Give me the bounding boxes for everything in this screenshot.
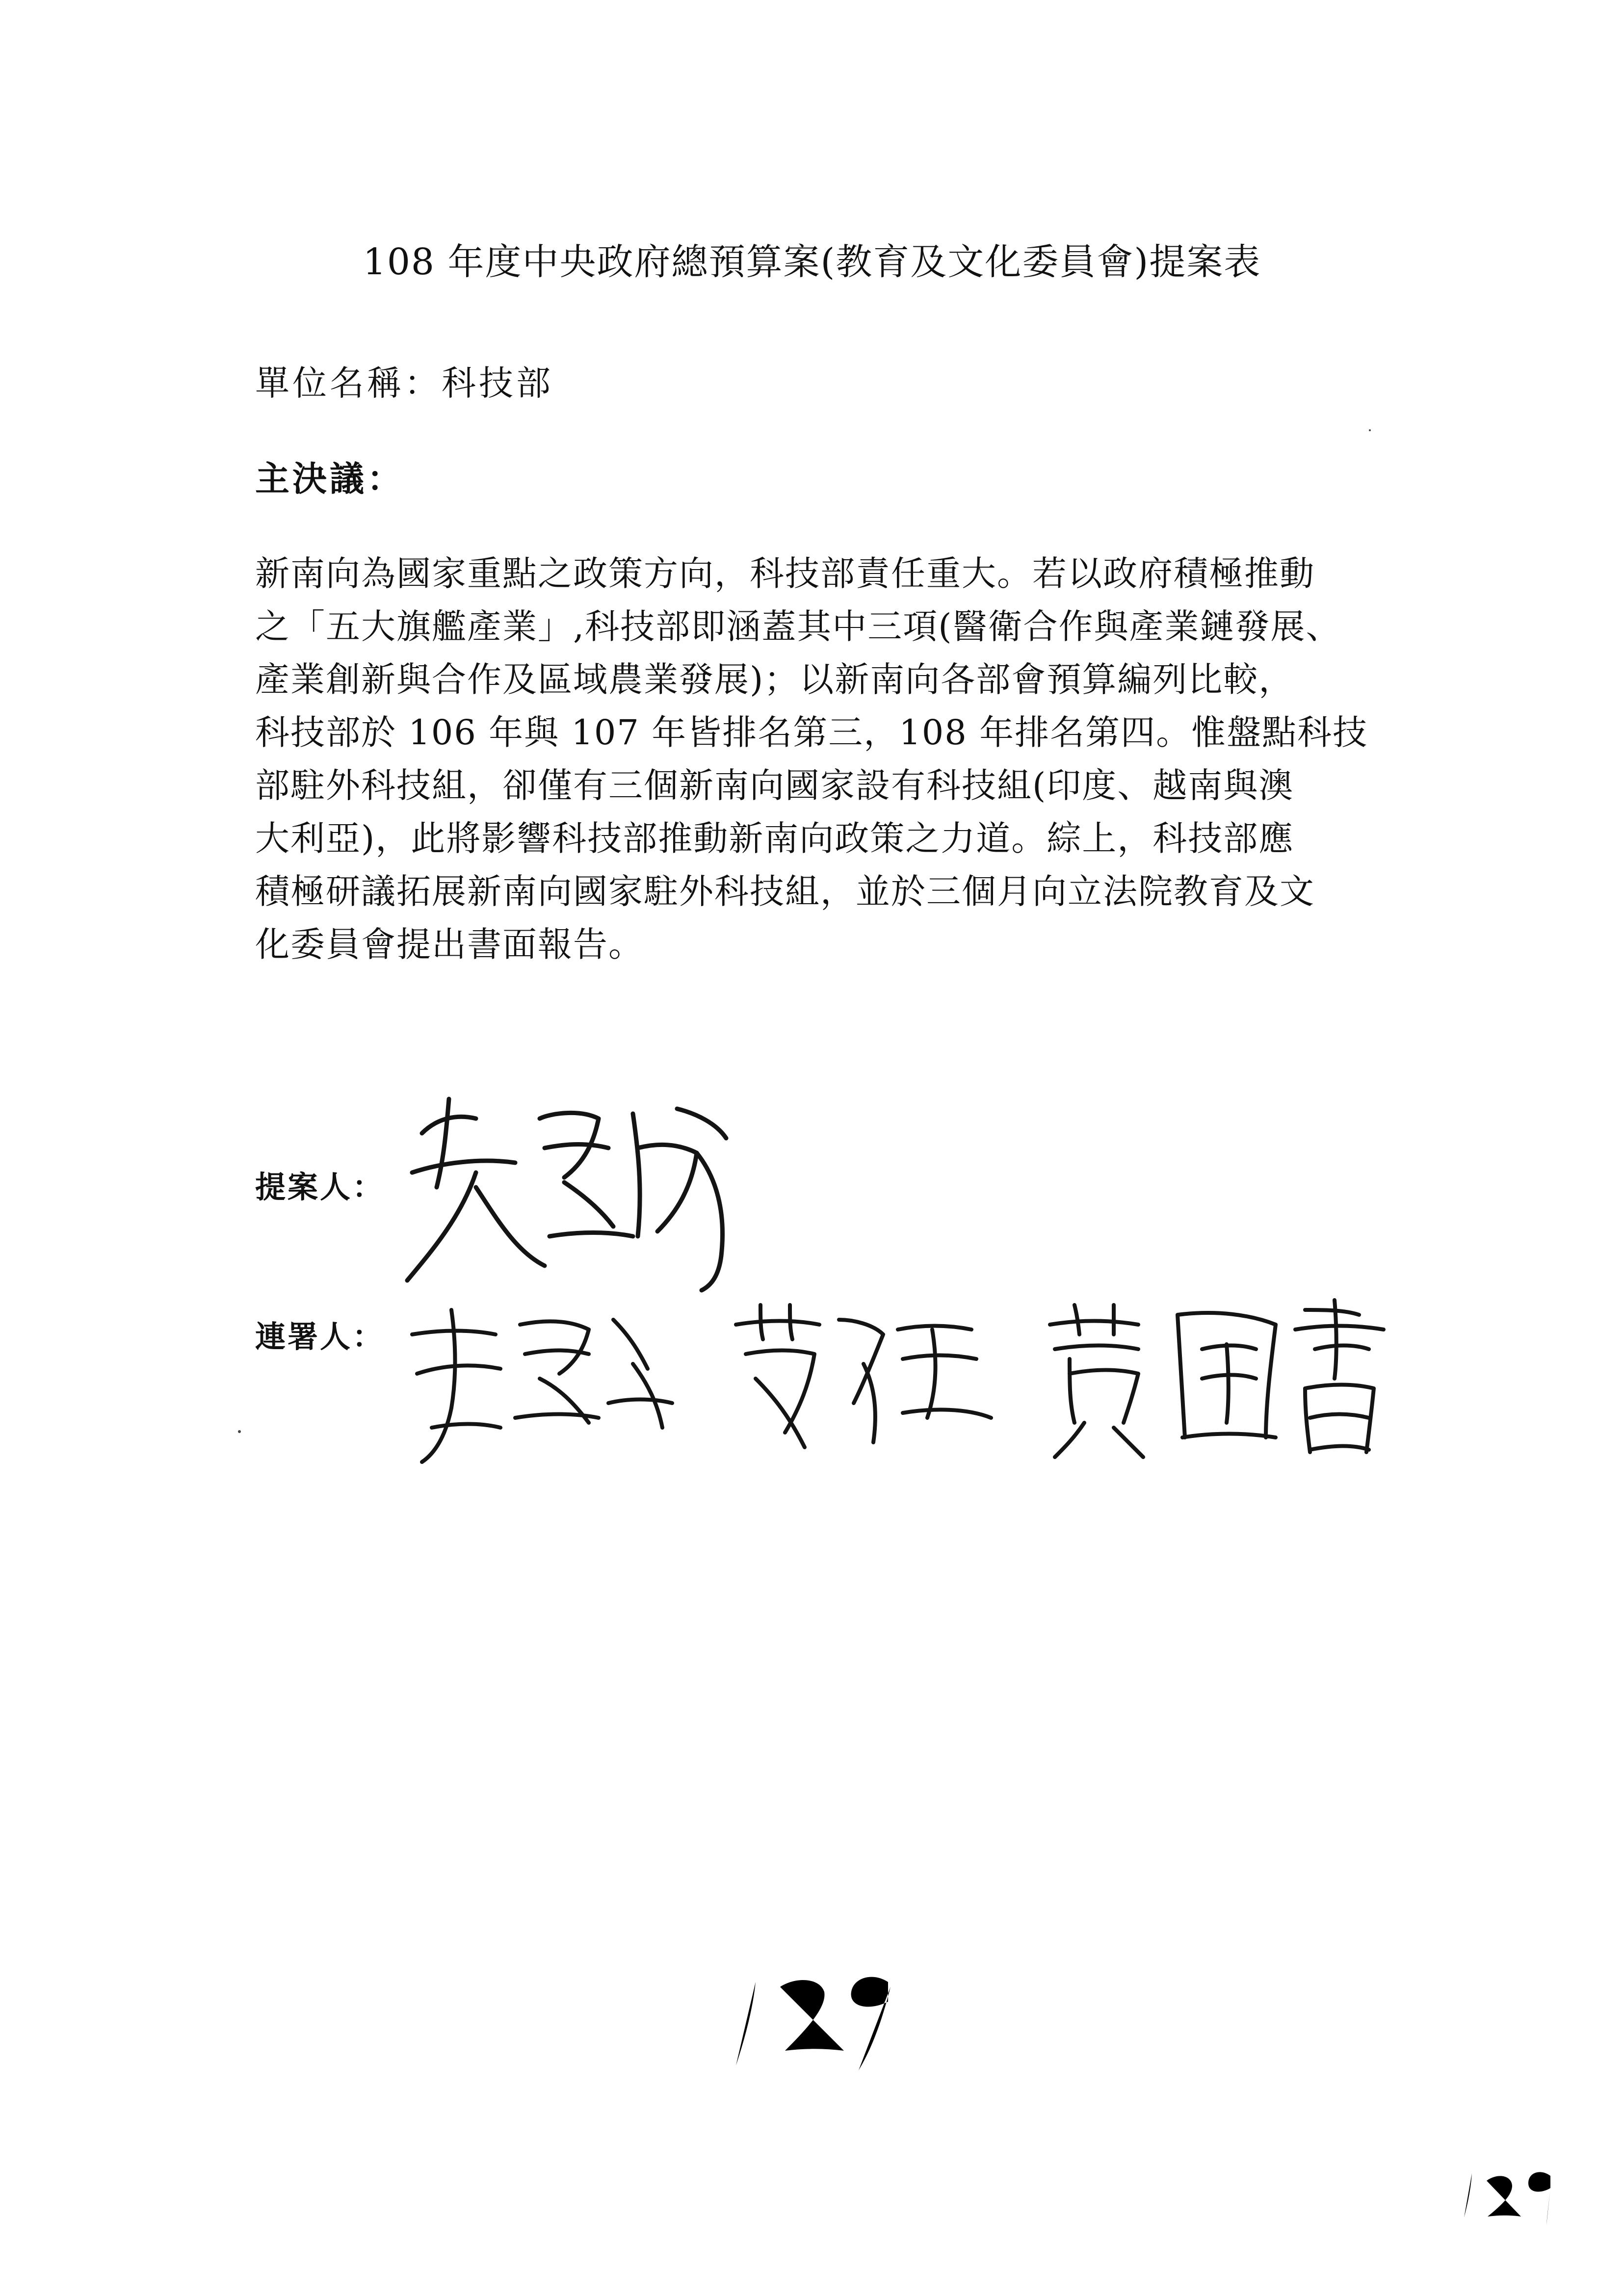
unit-name: 單位名稱：科技部 xyxy=(255,363,553,403)
cosigner-signature xyxy=(1040,1295,1393,1462)
body-line: 大利亞)，此將影響科技部推動新南向政策之力道。綜上，科技部應 xyxy=(255,818,1294,859)
body-line: 產業創新與合作及區域農業發展)；以新南向各部會預算編列比較， xyxy=(255,659,1294,700)
scan-speck xyxy=(238,1430,241,1433)
cosigner-signature xyxy=(402,1305,677,1467)
resolution-body xyxy=(255,547,1398,971)
scan-speck xyxy=(1369,429,1371,431)
proposer-signature xyxy=(402,1089,775,1295)
body-line: 之「五大旗艦產業」,科技部即涵蓋其中三項(醫衛合作與產業鏈發展、 xyxy=(255,606,1341,647)
body-line: 積極研議拓展新南向國家駐外科技組，並於三個月向立法院教育及文 xyxy=(255,871,1315,912)
main-resolution-label: 主決議： xyxy=(255,459,404,499)
body-line: 科技部於 106 年與 107 年皆排名第三，108 年排名第四。惟盤點科技 xyxy=(255,712,1368,753)
document-title: 108 年度中央政府總預算案(教育及文化委員會)提案表 xyxy=(363,241,1261,283)
proposer-label: 提案人： xyxy=(255,1169,385,1205)
page-number-corner xyxy=(1457,2159,1560,2229)
cosigner-label: 連署人： xyxy=(255,1319,385,1355)
page-number-handwritten xyxy=(726,1953,922,2082)
body-line: 化委員會提出書面報告。 xyxy=(255,924,644,965)
body-line: 部駐外科技組，卻僅有三個新南向國家設有科技組(印度、越南與澳 xyxy=(255,765,1294,806)
cosigner-signature xyxy=(726,1300,1001,1462)
body-line: 新南向為國家重點之政策方向，科技部責任重大。若以政府積極推動 xyxy=(255,553,1315,594)
